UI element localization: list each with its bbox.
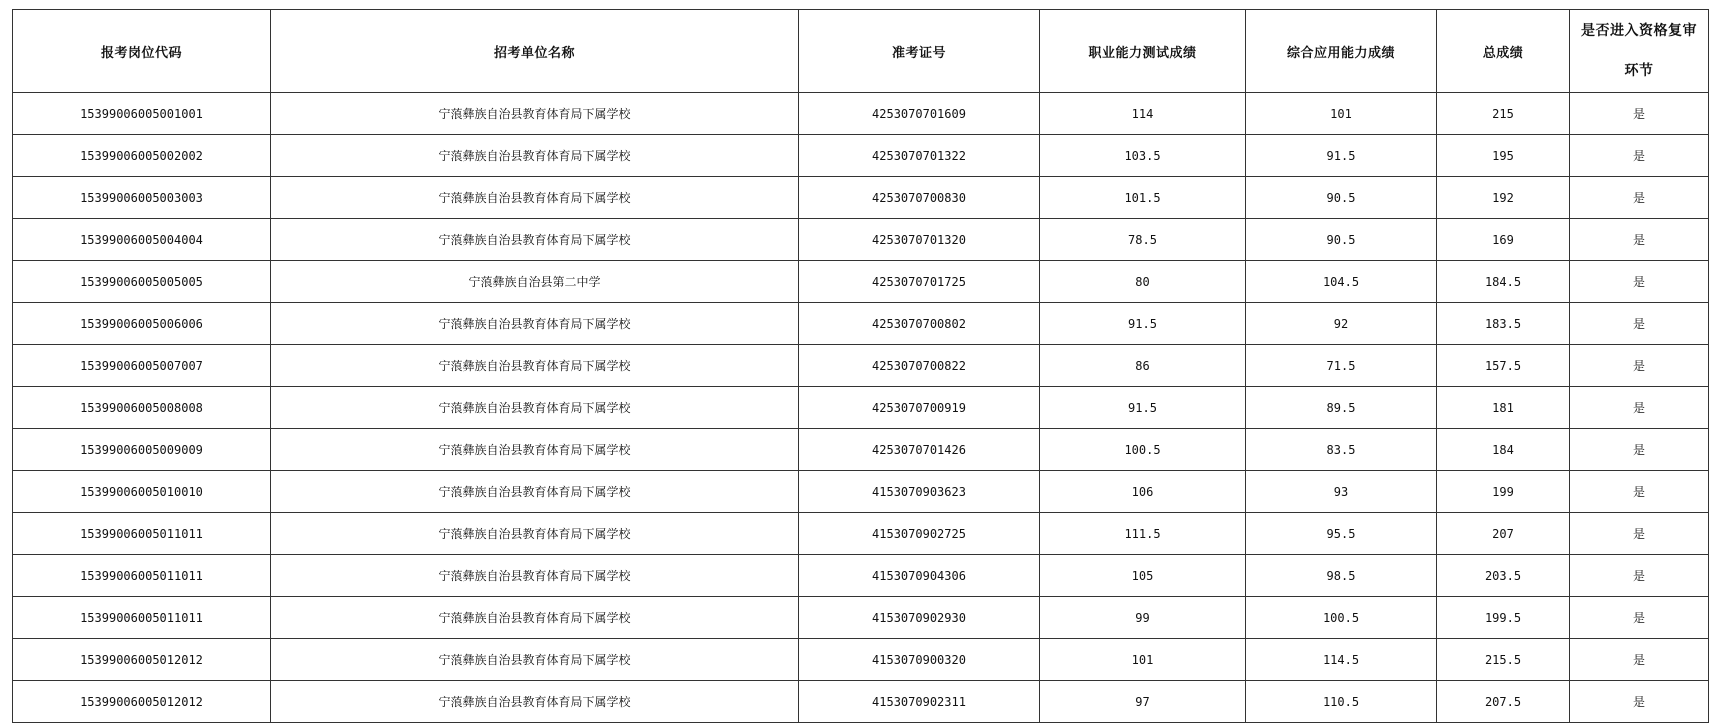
cell-aptitude-score: 105 (1040, 555, 1246, 597)
cell-admission-number: 4253070701322 (799, 135, 1040, 177)
cell-position-code: 15399006005005005 (13, 261, 271, 303)
cell-review-status: 是 (1570, 555, 1709, 597)
cell-comprehensive-score: 91.5 (1246, 135, 1437, 177)
table-row (13, 597, 1709, 639)
cell-total-score: 199 (1437, 471, 1570, 513)
table-header (13, 10, 1709, 93)
cell-position-code: 15399006005003003 (13, 177, 271, 219)
cell-unit-name: 宁蒗彝族自治县教育体育局下属学校 (271, 471, 799, 513)
cell-review-status: 是 (1570, 513, 1709, 555)
cell-admission-number: 4253070701320 (799, 219, 1040, 261)
cell-total-score: 215 (1437, 93, 1570, 135)
cell-aptitude-score: 103.5 (1040, 135, 1246, 177)
cell-position-code: 15399006005010010 (13, 471, 271, 513)
cell-comprehensive-score: 95.5 (1246, 513, 1437, 555)
cell-comprehensive-score: 89.5 (1246, 387, 1437, 429)
cell-admission-number: 4253070700830 (799, 177, 1040, 219)
cell-total-score: 195 (1437, 135, 1570, 177)
cell-position-code: 15399006005004004 (13, 219, 271, 261)
cell-admission-number: 4253070701426 (799, 429, 1040, 471)
cell-review-status: 是 (1570, 261, 1709, 303)
cell-total-score: 199.5 (1437, 597, 1570, 639)
cell-position-code: 15399006005011011 (13, 597, 271, 639)
cell-admission-number: 4253070700822 (799, 345, 1040, 387)
cell-admission-number: 4253070701725 (799, 261, 1040, 303)
cell-total-score: 184.5 (1437, 261, 1570, 303)
cell-admission-number: 4153070903623 (799, 471, 1040, 513)
cell-total-score: 207 (1437, 513, 1570, 555)
cell-review-status: 是 (1570, 177, 1709, 219)
table-row (13, 681, 1709, 723)
cell-unit-name: 宁蒗彝族自治县教育体育局下属学校 (271, 135, 799, 177)
cell-admission-number: 4253070700919 (799, 387, 1040, 429)
cell-position-code: 15399006005007007 (13, 345, 271, 387)
table-row (13, 471, 1709, 513)
cell-unit-name: 宁蒗彝族自治县教育体育局下属学校 (271, 387, 799, 429)
table-row (13, 345, 1709, 387)
cell-position-code: 15399006005011011 (13, 555, 271, 597)
cell-unit-name: 宁蒗彝族自治县教育体育局下属学校 (271, 177, 799, 219)
table-row (13, 261, 1709, 303)
cell-review-status: 是 (1570, 471, 1709, 513)
table-body (13, 93, 1709, 723)
cell-total-score: 183.5 (1437, 303, 1570, 345)
cell-aptitude-score: 106 (1040, 471, 1246, 513)
cell-aptitude-score: 101.5 (1040, 177, 1246, 219)
cell-aptitude-score: 78.5 (1040, 219, 1246, 261)
cell-comprehensive-score: 100.5 (1246, 597, 1437, 639)
cell-comprehensive-score: 104.5 (1246, 261, 1437, 303)
cell-position-code: 15399006005012012 (13, 681, 271, 723)
results-table (12, 9, 1709, 723)
cell-admission-number: 4153070902311 (799, 681, 1040, 723)
cell-comprehensive-score: 71.5 (1246, 345, 1437, 387)
cell-admission-number: 4153070902725 (799, 513, 1040, 555)
cell-admission-number: 4253070700802 (799, 303, 1040, 345)
cell-total-score: 215.5 (1437, 639, 1570, 681)
cell-admission-number: 4153070902930 (799, 597, 1040, 639)
header-unit-name: 招考单位名称 (271, 10, 799, 93)
header-position-code: 报考岗位代码 (13, 10, 271, 93)
cell-comprehensive-score: 110.5 (1246, 681, 1437, 723)
cell-aptitude-score: 91.5 (1040, 387, 1246, 429)
cell-aptitude-score: 80 (1040, 261, 1246, 303)
cell-position-code: 15399006005011011 (13, 513, 271, 555)
table-row (13, 555, 1709, 597)
cell-review-status: 是 (1570, 429, 1709, 471)
cell-review-status: 是 (1570, 597, 1709, 639)
cell-unit-name: 宁蒗彝族自治县教育体育局下属学校 (271, 555, 799, 597)
cell-aptitude-score: 97 (1040, 681, 1246, 723)
cell-position-code: 15399006005012012 (13, 639, 271, 681)
cell-aptitude-score: 114 (1040, 93, 1246, 135)
header-total-score: 总成绩 (1437, 10, 1570, 93)
cell-review-status: 是 (1570, 345, 1709, 387)
cell-comprehensive-score: 114.5 (1246, 639, 1437, 681)
cell-comprehensive-score: 98.5 (1246, 555, 1437, 597)
cell-comprehensive-score: 93 (1246, 471, 1437, 513)
table-row (13, 387, 1709, 429)
cell-unit-name: 宁蒗彝族自治县教育体育局下属学校 (271, 303, 799, 345)
cell-comprehensive-score: 83.5 (1246, 429, 1437, 471)
table-row (13, 429, 1709, 471)
cell-total-score: 203.5 (1437, 555, 1570, 597)
cell-unit-name: 宁蒗彝族自治县教育体育局下属学校 (271, 597, 799, 639)
cell-position-code: 15399006005008008 (13, 387, 271, 429)
header-admission-number: 准考证号 (799, 10, 1040, 93)
cell-total-score: 181 (1437, 387, 1570, 429)
cell-unit-name: 宁蒗彝族自治县教育体育局下属学校 (271, 429, 799, 471)
cell-position-code: 15399006005002002 (13, 135, 271, 177)
table-row (13, 513, 1709, 555)
cell-unit-name: 宁蒗彝族自治县教育体育局下属学校 (271, 93, 799, 135)
cell-unit-name: 宁蒗彝族自治县教育体育局下属学校 (271, 639, 799, 681)
header-review-status: 是否进入资格复审环节 (1570, 10, 1709, 93)
table-row (13, 93, 1709, 135)
header-row (13, 10, 1709, 93)
table-row (13, 135, 1709, 177)
cell-total-score: 184 (1437, 429, 1570, 471)
cell-admission-number: 4153070904306 (799, 555, 1040, 597)
cell-aptitude-score: 111.5 (1040, 513, 1246, 555)
cell-comprehensive-score: 90.5 (1246, 177, 1437, 219)
cell-unit-name: 宁蒗彝族自治县第二中学 (271, 261, 799, 303)
cell-position-code: 15399006005009009 (13, 429, 271, 471)
cell-aptitude-score: 99 (1040, 597, 1246, 639)
cell-total-score: 192 (1437, 177, 1570, 219)
cell-review-status: 是 (1570, 639, 1709, 681)
table-row (13, 639, 1709, 681)
cell-admission-number: 4253070701609 (799, 93, 1040, 135)
cell-review-status: 是 (1570, 303, 1709, 345)
cell-review-status: 是 (1570, 93, 1709, 135)
cell-comprehensive-score: 90.5 (1246, 219, 1437, 261)
cell-total-score: 157.5 (1437, 345, 1570, 387)
cell-comprehensive-score: 92 (1246, 303, 1437, 345)
cell-aptitude-score: 91.5 (1040, 303, 1246, 345)
cell-admission-number: 4153070900320 (799, 639, 1040, 681)
cell-review-status: 是 (1570, 219, 1709, 261)
cell-total-score: 207.5 (1437, 681, 1570, 723)
cell-aptitude-score: 86 (1040, 345, 1246, 387)
cell-review-status: 是 (1570, 681, 1709, 723)
cell-unit-name: 宁蒗彝族自治县教育体育局下属学校 (271, 513, 799, 555)
cell-unit-name: 宁蒗彝族自治县教育体育局下属学校 (271, 219, 799, 261)
cell-review-status: 是 (1570, 135, 1709, 177)
header-comprehensive-score: 综合应用能力成绩 (1246, 10, 1437, 93)
cell-aptitude-score: 100.5 (1040, 429, 1246, 471)
table-row (13, 303, 1709, 345)
cell-unit-name: 宁蒗彝族自治县教育体育局下属学校 (271, 345, 799, 387)
cell-position-code: 15399006005001001 (13, 93, 271, 135)
cell-aptitude-score: 101 (1040, 639, 1246, 681)
table-row (13, 219, 1709, 261)
table-row (13, 177, 1709, 219)
cell-review-status: 是 (1570, 387, 1709, 429)
cell-total-score: 169 (1437, 219, 1570, 261)
cell-position-code: 15399006005006006 (13, 303, 271, 345)
header-aptitude-score: 职业能力测试成绩 (1040, 10, 1246, 93)
cell-comprehensive-score: 101 (1246, 93, 1437, 135)
cell-unit-name: 宁蒗彝族自治县教育体育局下属学校 (271, 681, 799, 723)
